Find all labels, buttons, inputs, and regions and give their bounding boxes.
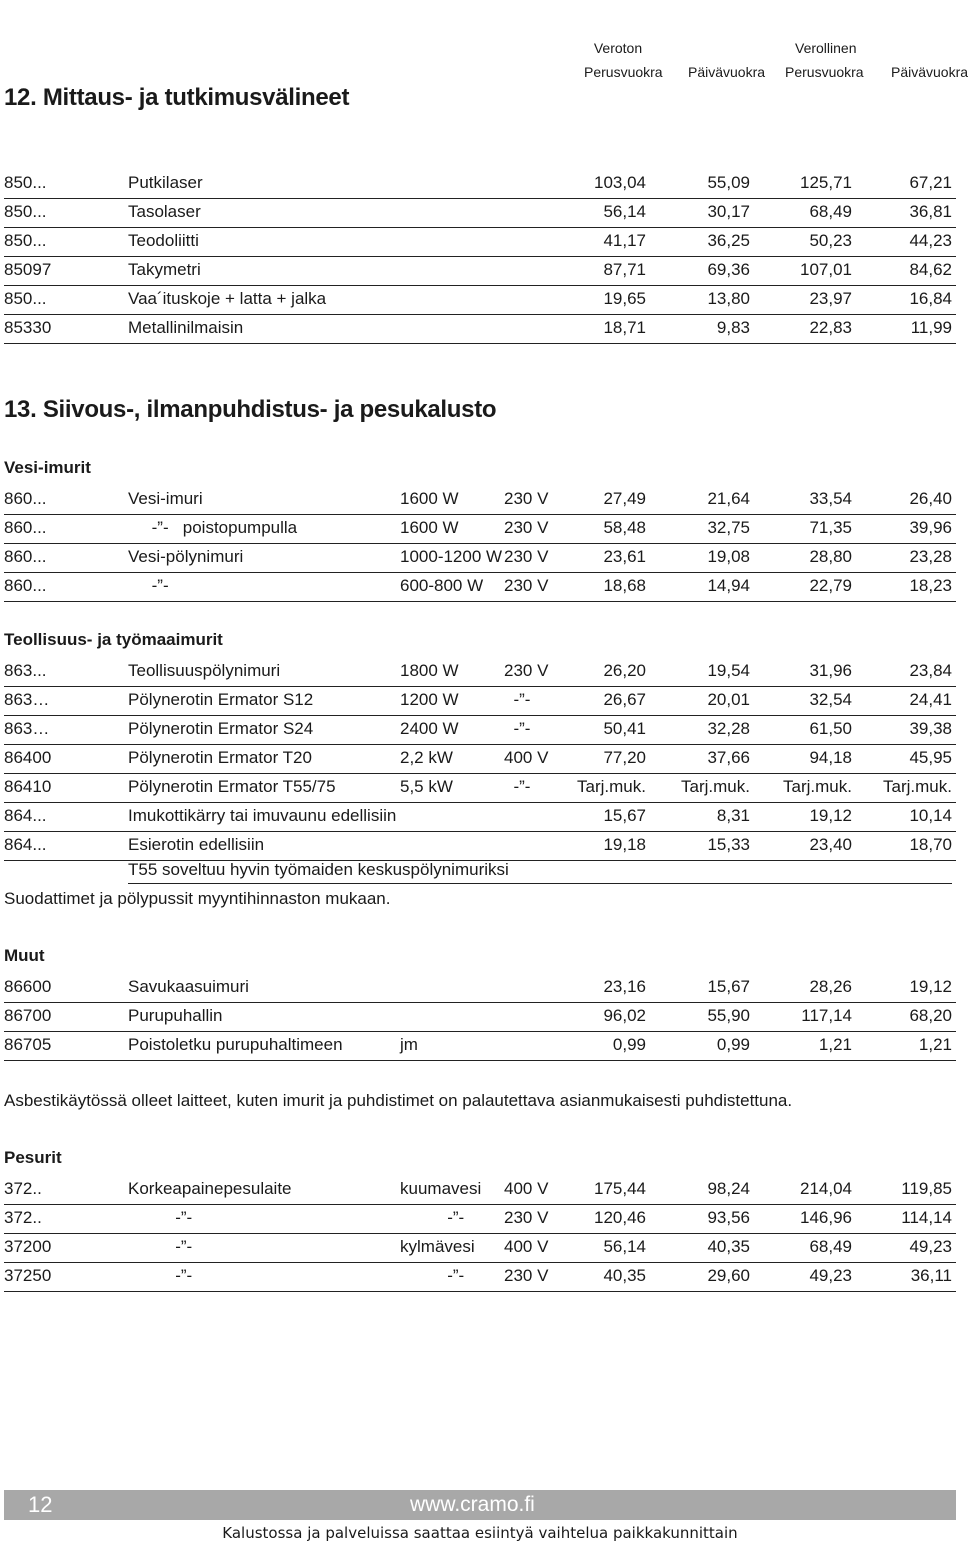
table-row [4,170,956,199]
table-row [4,286,956,315]
cell-veroton-perus: 26,20 [603,661,646,680]
cell-voltage: 230 V [504,489,549,508]
table-row [4,257,956,286]
cell-code: 86400 [4,748,52,767]
cell-code: 372.. [4,1179,42,1198]
cell-voltage: 230 V [504,576,549,595]
cell-verollinen-paiva: 24,41 [909,690,952,709]
cell-code: 850... [4,173,47,192]
cell-verollinen-perus: 32,54 [809,690,852,709]
cell-name: Vesi-pölynimuri [128,547,244,566]
footer-page-number: 12 [28,1492,53,1517]
cell-code: 864... [4,806,47,825]
cell-veroton-paiva: Tarj.muk. [681,777,750,796]
cell-veroton-perus: 87,71 [603,260,646,279]
cell-verollinen-paiva: 44,23 [909,231,952,250]
cell-veroton-paiva: 55,09 [707,173,750,192]
table-row [4,315,956,344]
cell-spec: kuumavesi [400,1179,482,1198]
table-row [4,199,956,228]
cell-code: 86410 [4,777,52,796]
teollisuus-title: Teollisuus- ja työmaaimurit [4,630,223,649]
cell-verollinen-perus: 49,23 [809,1266,852,1285]
cell-voltage: -”- [504,690,531,709]
cell-spec: 1600 W [400,518,459,537]
cell-verollinen-paiva: 39,38 [909,719,952,738]
cell-veroton-paiva: 20,01 [707,690,750,709]
cell-veroton-perus: 19,65 [603,289,646,308]
cell-code: 37200 [4,1237,52,1256]
cell-code: 860... [4,518,47,537]
cell-verollinen-paiva: 11,99 [910,318,952,337]
suodattimet-note: Suodattimet ja pölypussit myyntihinnaston mukaan. [4,889,391,908]
cell-spec: 600-800 W [400,576,484,595]
cell-name: -”- [128,1237,193,1256]
cell-code: 850... [4,202,47,221]
header-veroton-perusvuokra: Perusvuokra [584,64,663,80]
cell-verollinen-perus: 22,83 [809,318,852,337]
cell-code: 850... [4,289,47,308]
cell-veroton-paiva: 19,08 [707,547,750,566]
cell-veroton-perus: Tarj.muk. [577,777,646,796]
muut-title: Muut [4,946,45,965]
cell-verollinen-perus: 28,26 [809,977,852,996]
cell-voltage: 400 V [504,748,549,767]
cell-veroton-paiva: 98,24 [707,1179,750,1198]
cell-verollinen-paiva: 68,20 [909,1006,952,1025]
asbesti-note: Asbestikäytössä olleet laitteet, kuten imurit ja puhdistimet on palautettava asianmukaisesti puhdistettuna. [4,1091,793,1110]
cell-verollinen-perus: 117,14 [801,1006,852,1025]
table-row [4,716,956,745]
cell-verollinen-perus: 33,54 [809,489,852,508]
table-row [4,803,956,832]
cell-verollinen-perus: 19,12 [809,806,852,825]
cell-veroton-paiva: 37,66 [707,748,750,767]
cell-name: Imukottikärry tai imuvaunu edellisiin [128,806,397,825]
cell-veroton-paiva: 93,56 [707,1208,750,1227]
cell-code: 863… [4,690,50,709]
cell-voltage: 230 V [504,547,549,566]
cell-name: -”- poistopumpulla [128,518,298,537]
cell-veroton-perus: 26,67 [603,690,646,709]
table-row [4,974,956,1003]
cell-verollinen-perus: 71,35 [809,518,852,537]
cell-name: Takymetri [128,260,201,279]
cell-voltage: 230 V [504,518,549,537]
cell-veroton-paiva: 55,90 [707,1006,750,1025]
cell-veroton-paiva: 14,94 [707,576,750,595]
section-12-title: 12. Mittaus- ja tutkimusvälineet [4,84,350,111]
cell-veroton-paiva: 0,99 [716,1035,750,1054]
cell-name: -”- [128,1266,193,1285]
cell-veroton-perus: 23,61 [603,547,646,566]
cell-verollinen-perus: 28,80 [809,547,852,566]
cell-veroton-perus: 19,18 [603,835,646,854]
section-13-title: 13. Siivous-, ilmanpuhdistus- ja pesukalusto [4,396,497,423]
cell-spec: 1000-1200 W [400,547,503,566]
cell-veroton-perus: 58,48 [603,518,646,537]
cell-voltage: 230 V [504,661,549,680]
cell-name: Vaa´ituskoje + latta + jalka [128,289,327,308]
cell-verollinen-paiva: Tarj.muk. [883,777,952,796]
cell-verollinen-perus: 68,49 [809,202,852,221]
cell-spec: 2400 W [400,719,459,738]
table-row [4,1003,956,1032]
cell-code: 37250 [4,1266,52,1285]
cell-verollinen-paiva: 36,81 [909,202,952,221]
cell-verollinen-paiva: 1,21 [918,1035,952,1054]
cell-verollinen-perus: 23,40 [809,835,852,854]
footer-url-link[interactable]: www.cramo.fi [410,1493,535,1516]
table-row [4,658,956,687]
cell-veroton-perus: 23,16 [603,977,646,996]
cell-veroton-paiva: 36,25 [707,231,750,250]
cell-voltage: -”- [504,719,531,738]
cell-spec: 1200 W [400,690,459,709]
cell-veroton-perus: 77,20 [603,748,646,767]
cell-code: 863... [4,661,47,680]
cell-veroton-perus: 18,71 [603,318,646,337]
cell-code: 850... [4,231,47,250]
cell-verollinen-paiva: 23,28 [909,547,952,566]
cell-veroton-paiva: 15,33 [707,835,750,854]
cell-code: 372.. [4,1208,42,1227]
cell-voltage: 230 V [504,1266,549,1285]
t55-note-underline [128,883,952,884]
cell-voltage: 400 V [504,1179,549,1198]
cell-verollinen-perus: Tarj.muk. [783,777,852,796]
cell-name: Purupuhallin [128,1006,223,1025]
cell-verollinen-perus: 31,96 [809,661,852,680]
cell-name: Esierotin edellisiin [128,835,265,854]
cell-verollinen-paiva: 39,96 [909,518,952,537]
cell-spec: 2,2 kW [400,748,453,767]
cell-verollinen-paiva: 23,84 [909,661,952,680]
cell-veroton-perus: 56,14 [603,1237,646,1256]
table-row [4,486,956,515]
cell-verollinen-perus: 94,18 [809,748,852,767]
cell-code: 863… [4,719,50,738]
cell-veroton-paiva: 21,64 [707,489,750,508]
cell-veroton-perus: 40,35 [603,1266,646,1285]
cell-spec: 5,5 kW [400,777,453,796]
cell-verollinen-perus: 23,97 [809,289,852,308]
cell-veroton-paiva: 15,67 [707,977,750,996]
cell-veroton-perus: 175,44 [594,1179,646,1198]
cell-veroton-perus: 15,67 [603,806,646,825]
cell-spec: jm [400,1035,418,1054]
table-row [4,1032,956,1061]
cell-verollinen-perus: 61,50 [809,719,852,738]
cell-name: Teodoliitti [128,231,199,250]
cell-verollinen-paiva: 114,14 [901,1208,952,1227]
cell-name: -”- [128,576,169,595]
cell-verollinen-perus: 22,79 [809,576,852,595]
cell-veroton-perus: 18,68 [603,576,646,595]
header-veroton: Veroton [593,40,643,56]
cell-verollinen-perus: 214,04 [800,1179,852,1198]
cell-verollinen-perus: 68,49 [809,1237,852,1256]
table-row [4,228,956,257]
table-row [4,745,956,774]
cell-verollinen-perus: 146,96 [800,1208,852,1227]
header-verollinen-paivavuokra: Päivävuokra [891,64,968,80]
cell-verollinen-paiva: 18,70 [909,835,952,854]
cell-verollinen-perus: 125,71 [800,173,852,192]
cell-code: 86600 [4,977,52,996]
cell-veroton-paiva: 19,54 [707,661,750,680]
cell-verollinen-paiva: 10,14 [909,806,952,825]
t55-note: T55 soveltuu hyvin työmaiden keskuspölynimuriksi [128,860,509,879]
cell-code: 85330 [4,318,52,337]
cell-code: 860... [4,489,47,508]
cell-name: Tasolaser [128,202,201,221]
cell-veroton-paiva: 69,36 [707,260,750,279]
table-row [4,573,956,602]
table-row [4,1263,956,1292]
cell-veroton-perus: 96,02 [603,1006,646,1025]
header-veroton-paivavuokra: Päivävuokra [688,64,766,80]
cell-verollinen-paiva: 67,21 [909,173,952,192]
cell-spec: -”- [400,1266,465,1285]
cell-name: Savukaasuimuri [128,977,249,996]
cell-verollinen-paiva: 84,62 [909,260,952,279]
table-row [4,544,956,573]
cell-name: Vesi-imuri [128,489,203,508]
cell-veroton-perus: 0,99 [612,1035,646,1054]
cell-code: 860... [4,547,47,566]
table-row [4,515,956,544]
cell-name: Pölynerotin Ermator S24 [128,719,314,738]
pesurit-title: Pesurit [4,1148,62,1167]
cell-verollinen-paiva: 16,84 [909,289,952,308]
cell-verollinen-paiva: 19,12 [909,977,952,996]
cell-veroton-perus: 50,41 [603,719,646,738]
cell-veroton-paiva: 40,35 [707,1237,750,1256]
cell-voltage: 230 V [504,1208,549,1227]
cell-spec: -”- [400,1208,465,1227]
cell-verollinen-paiva: 119,85 [901,1179,952,1198]
cell-veroton-perus: 103,04 [594,173,646,192]
table-row [4,1176,956,1205]
cell-verollinen-perus: 1,21 [818,1035,852,1054]
cell-code: 85097 [4,260,52,279]
cell-voltage: 400 V [504,1237,549,1256]
cell-veroton-perus: 41,17 [603,231,646,250]
cell-verollinen-paiva: 18,23 [909,576,952,595]
cell-verollinen-paiva: 49,23 [909,1237,952,1256]
cell-verollinen-perus: 107,01 [800,260,852,279]
cell-name: Pölynerotin Ermator T20 [128,748,312,767]
cell-name: Pölynerotin Ermator T55/75 [128,777,336,796]
cell-verollinen-paiva: 45,95 [909,748,952,767]
cell-code: 86705 [4,1035,52,1054]
cell-veroton-paiva: 29,60 [707,1266,750,1285]
cell-veroton-perus: 27,49 [603,489,646,508]
table-row [4,687,956,716]
cell-name: Poistoletku purupuhaltimeen [128,1035,343,1054]
table-row [4,1234,956,1263]
cell-code: 860... [4,576,47,595]
cell-spec: 1600 W [400,489,459,508]
cell-code: 86700 [4,1006,52,1025]
header-verollinen: Verollinen [795,40,857,56]
cell-name: Putkilaser [128,173,203,192]
cell-name: -”- [128,1208,193,1227]
cell-veroton-perus: 120,46 [594,1208,646,1227]
cell-voltage: -”- [504,777,531,796]
cell-name: Metallinilmaisin [128,318,244,337]
cell-name: Pölynerotin Ermator S12 [128,690,314,709]
table-row [4,774,956,803]
cell-spec: kylmävesi [400,1237,475,1256]
cell-veroton-perus: 56,14 [603,202,646,221]
cell-veroton-paiva: 8,31 [716,806,750,825]
table-row [4,832,956,861]
header-verollinen-perusvuokra: Perusvuokra [785,64,864,80]
cell-verollinen-perus: 50,23 [809,231,852,250]
cell-veroton-paiva: 32,75 [707,518,750,537]
cell-name: Korkeapainepesulaite [128,1179,292,1198]
cell-code: 864... [4,835,47,854]
table-row [4,1205,956,1234]
cell-verollinen-paiva: 36,11 [910,1266,952,1285]
footer-disclaimer: Kalustossa ja palveluissa saattaa esiintyä vaihtelua paikkakunnittain [222,1524,738,1542]
cell-veroton-paiva: 13,80 [707,289,750,308]
cell-name: Teollisuuspölynimuri [128,661,281,680]
cell-verollinen-paiva: 26,40 [909,489,952,508]
cell-veroton-paiva: 32,28 [707,719,750,738]
cell-veroton-paiva: 30,17 [707,202,750,221]
vesi-imurit-title: Vesi-imurit [4,458,91,477]
cell-veroton-paiva: 9,83 [716,318,750,337]
cell-spec: 1800 W [400,661,459,680]
